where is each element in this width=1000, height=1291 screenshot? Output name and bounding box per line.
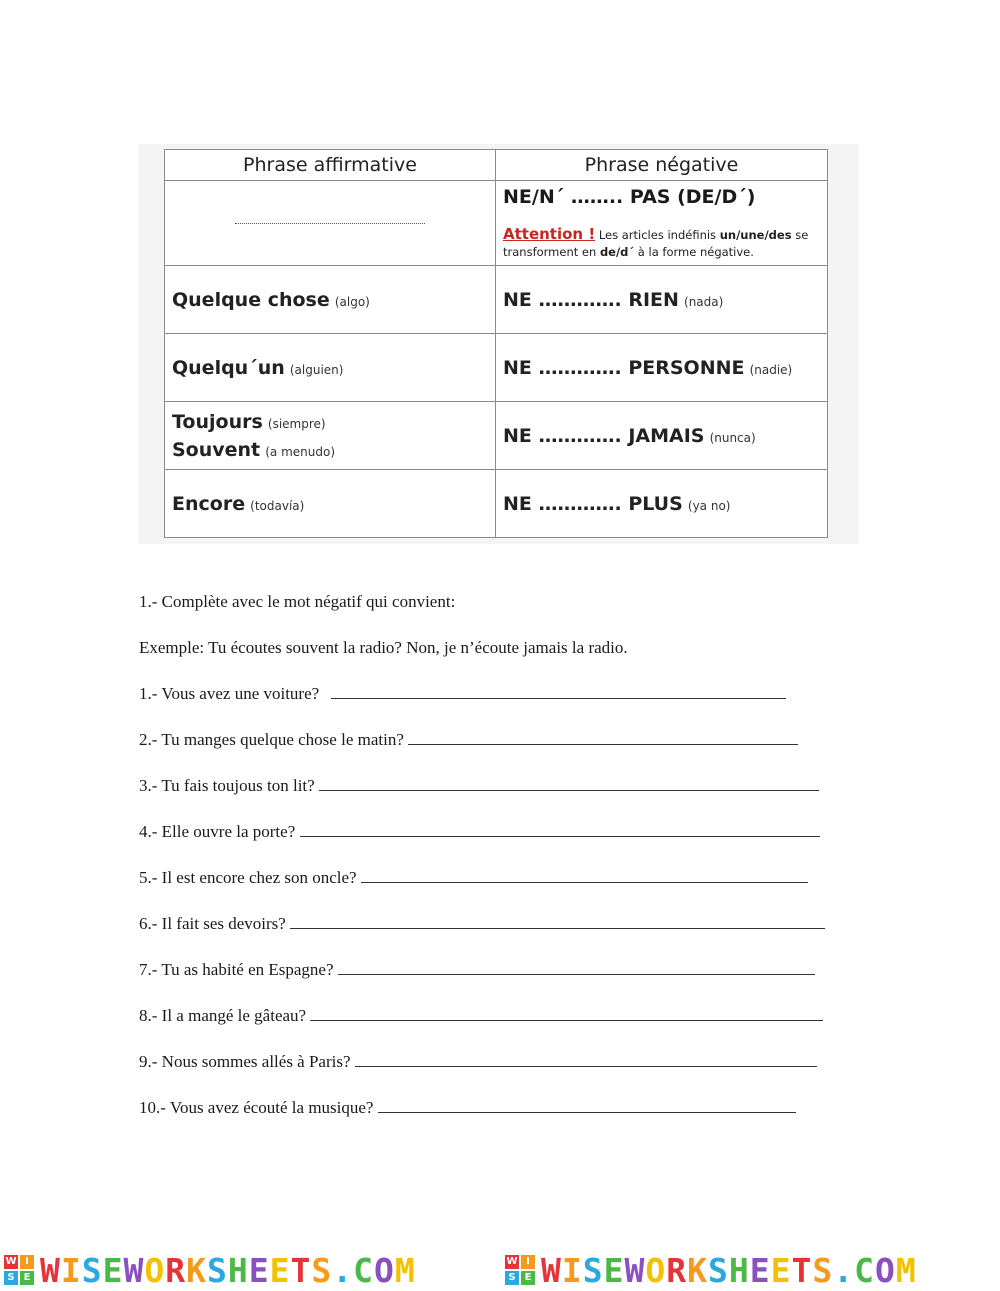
exercise-instruction: 1.- Complète avec le mot négatif qui convient: [139, 592, 456, 611]
brand-letter: H [227, 1250, 249, 1290]
general-affirmative-cell [165, 181, 496, 266]
question-line: 10.- Vous avez écouté la musique? [139, 1096, 859, 1142]
answer-blank[interactable] [338, 958, 815, 975]
brand-block [4, 1252, 416, 1288]
brand-logo-icon: W I S E [505, 1255, 535, 1285]
dotted-placeholder [235, 223, 425, 224]
attention-label: Attention ! [503, 224, 596, 243]
brand-letter: T [791, 1250, 813, 1290]
table-row-general [165, 181, 828, 266]
general-negative-cell [496, 181, 828, 266]
header-affirmative: Phrase affirmative [165, 150, 496, 181]
brand-letter: O [144, 1250, 166, 1290]
table-row [165, 266, 828, 334]
table-row [165, 402, 828, 470]
question-line: 9.- Nous sommes allés à Paris? [139, 1050, 859, 1096]
brand-letter: W [624, 1250, 646, 1290]
brand-letter: S [207, 1250, 228, 1290]
brand-letter: S [311, 1250, 333, 1290]
brand-letter: I [561, 1250, 583, 1290]
question-line: 1.- Vous avez une voiture? [139, 682, 859, 728]
affirmative-cell: Encore (todavía) [165, 470, 496, 538]
negation-table [164, 149, 828, 538]
brand-name [541, 1251, 917, 1290]
brand-letter: W [541, 1250, 562, 1290]
negative-cell: NE …………. PLUS (ya no) [496, 470, 828, 538]
attention-note-line2: transforment en de/d´ à la forme négative. [503, 244, 754, 259]
answer-blank[interactable] [355, 1050, 817, 1067]
table-header-row [165, 150, 828, 181]
exercise-example: Exemple: Tu écoutes souvent la radio? Non, je n’écoute jamais la radio. [139, 638, 628, 657]
question-line: 6.- Il fait ses devoirs? [139, 912, 859, 958]
brand-letter: S [81, 1250, 103, 1290]
negative-cell: NE …………. JAMAIS (nunca) [496, 402, 828, 470]
brand-letter: M [394, 1250, 416, 1290]
grammar-table-image [138, 144, 859, 544]
brand-letter: S [582, 1250, 604, 1290]
affirmative-cell: Quelque chose (algo) [165, 266, 496, 334]
brand-letter: O [374, 1250, 395, 1290]
brand-name [40, 1251, 416, 1290]
answer-blank[interactable] [290, 912, 825, 929]
footer-watermark [0, 1252, 1000, 1291]
answer-blank[interactable] [310, 1004, 823, 1021]
brand-letter: K [687, 1250, 708, 1290]
table-row [165, 334, 828, 402]
general-negative-text: NE/N´ …….. PAS (DE/D´) [503, 185, 756, 208]
answer-blank[interactable] [361, 866, 808, 883]
brand-letter: . [833, 1250, 855, 1290]
brand-letter: K [186, 1250, 207, 1290]
brand-letter: E [102, 1250, 124, 1290]
affirmative-cell: Toujours (siempre) Souvent (a menudo) [165, 402, 496, 470]
brand-letter: I [60, 1250, 82, 1290]
brand-letter: E [269, 1250, 291, 1290]
brand-block [505, 1252, 917, 1288]
negative-cell: NE …………. PERSONNE (nadie) [496, 334, 828, 402]
brand-letter: T [290, 1250, 312, 1290]
negative-cell: NE …………. RIEN (nada) [496, 266, 828, 334]
question-line: 4.- Elle ouvre la porte? [139, 820, 859, 866]
table-row [165, 470, 828, 538]
brand-letter: E [603, 1250, 625, 1290]
header-negative: Phrase négative [496, 150, 828, 181]
brand-letter: . [332, 1250, 354, 1290]
brand-letter: S [708, 1250, 729, 1290]
brand-letter: M [895, 1250, 917, 1290]
brand-letter: C [353, 1250, 374, 1290]
brand-letter: O [645, 1250, 667, 1290]
brand-letter: R [165, 1250, 187, 1290]
answer-blank[interactable] [331, 682, 786, 699]
brand-letter: H [728, 1250, 750, 1290]
answer-blank[interactable] [300, 820, 820, 837]
question-line: 7.- Tu as habité en Espagne? [139, 958, 859, 1004]
answer-blank[interactable] [319, 774, 819, 791]
brand-letter: W [40, 1250, 61, 1290]
answer-blank[interactable] [408, 728, 798, 745]
brand-logo-icon: W I S E [4, 1255, 34, 1285]
brand-letter: E [248, 1250, 270, 1290]
brand-letter: S [812, 1250, 834, 1290]
question-line: 2.- Tu manges quelque chose le matin? [139, 728, 859, 774]
exercise-section [139, 590, 859, 1142]
affirmative-cell: Quelqu´un (alguien) [165, 334, 496, 402]
brand-letter: R [666, 1250, 688, 1290]
answer-blank[interactable] [378, 1096, 796, 1113]
question-line: 8.- Il a mangé le gâteau? [139, 1004, 859, 1050]
brand-letter: W [123, 1250, 145, 1290]
question-line: 3.- Tu fais toujous ton lit? [139, 774, 859, 820]
brand-letter: O [875, 1250, 896, 1290]
brand-letter: C [854, 1250, 875, 1290]
brand-letter: E [749, 1250, 771, 1290]
attention-note-line1: Attention ! Les articles indéfinis un/une/des se [503, 224, 809, 243]
brand-letter: E [770, 1250, 792, 1290]
question-line: 5.- Il est encore chez son oncle? [139, 866, 859, 912]
